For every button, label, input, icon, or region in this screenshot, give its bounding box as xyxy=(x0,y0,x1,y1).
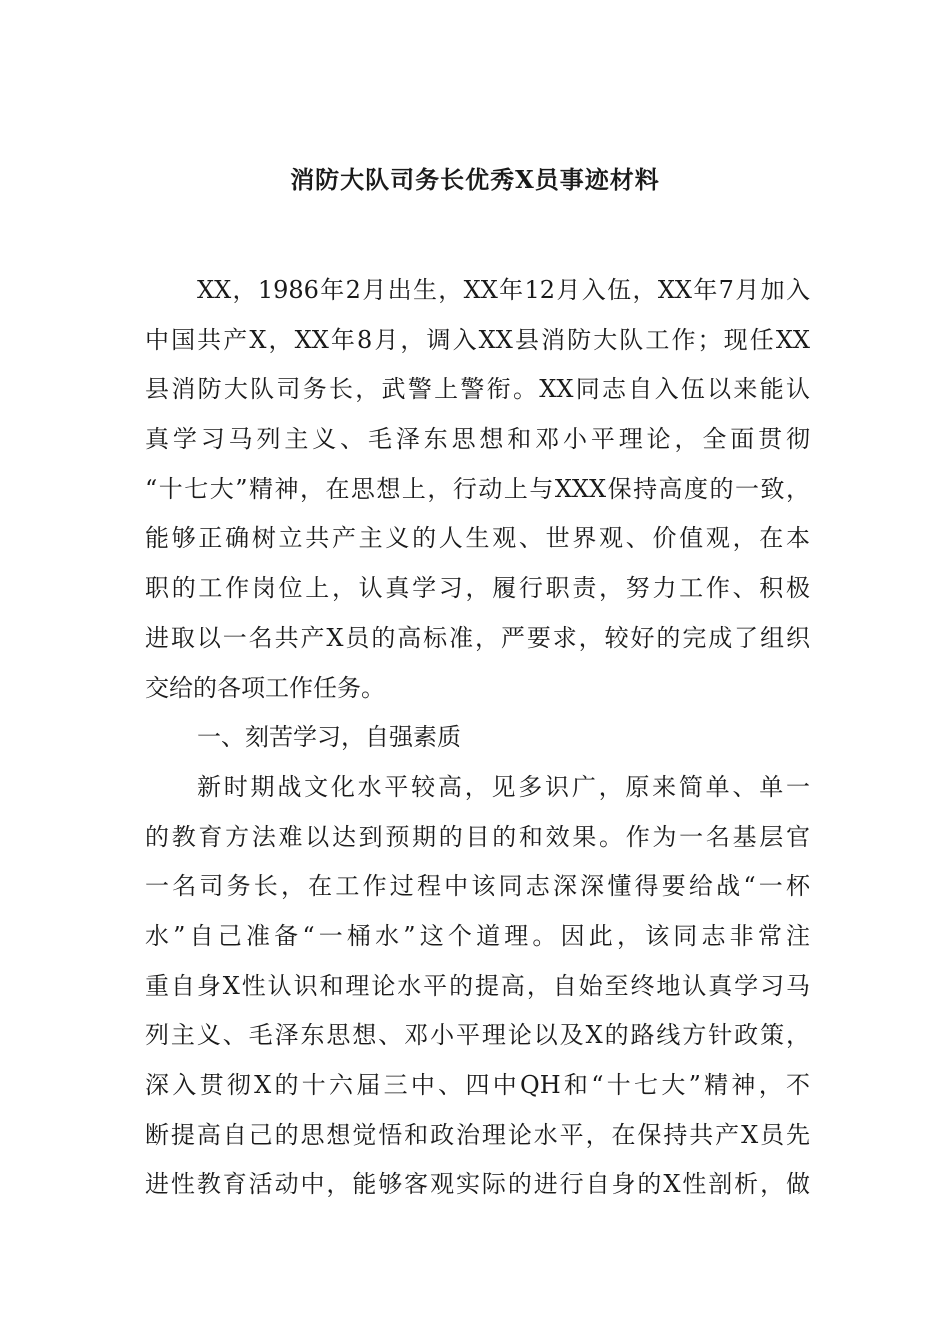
text-line: 重自身X性认识和理论水平的提高，自始至终地认真学习马 xyxy=(145,971,810,1000)
text-line: 的教育方法难以达到预期的目的和效果。作为一名基层官 xyxy=(145,822,810,851)
text-line: 新时期战文化水平较高，见多识广，原来简单、单一 xyxy=(197,772,810,801)
text-line: 水”自己准备“一桶水”这个道理。因此，该同志非常注 xyxy=(145,921,810,950)
text-line: 交给的各项工作任务。 xyxy=(145,673,385,702)
text-line: 列主义、毛泽东思想、邓小平理论以及X的路线方针政策， xyxy=(145,1021,810,1050)
text-line: 进取以一名共产X员的高标准，严要求，较好的完成了组织 xyxy=(145,623,810,652)
text-line: 一名司务长，在工作过程中该同志深深懂得要给战“一杯 xyxy=(145,872,810,901)
text-line: 中国共产X，XX年8月，调入XX县消防大队工作；现任XX xyxy=(145,325,810,354)
text-line: XX，1986年2月出生，XX年12月入伍，XX年7月加入 xyxy=(197,276,810,304)
text-line: 县消防大队司务长，武警上警衔。XX同志自入伍以来能认 xyxy=(145,375,810,404)
text-line: 断提高自己的思想觉悟和政治理论水平，在保持共产X员先 xyxy=(145,1120,810,1149)
text-line: 职的工作岗位上，认真学习，履行职责，努力工作、积极 xyxy=(145,574,810,603)
text-line: 深入贯彻X的十六届三中、四中QH和“十七大”精神，不 xyxy=(145,1071,810,1099)
text-line: 真学习马列主义、毛泽东思想和邓小平理论，全面贯彻 xyxy=(145,425,810,454)
text-line: 一、刻苦学习，自强素质 xyxy=(197,723,461,752)
document-title: 消防大队司务长优秀X员事迹材料 xyxy=(290,165,660,194)
text-line: 能够正确树立共产主义的人生观、世界观、价值观，在本 xyxy=(145,524,810,553)
document-body xyxy=(145,270,810,1214)
text-line: “十七大”精神，在思想上，行动上与XXX保持高度的一致， xyxy=(145,474,810,503)
text-line: 进性教育活动中，能够客观实际的进行自身的X性剖析，做 xyxy=(145,1170,810,1199)
